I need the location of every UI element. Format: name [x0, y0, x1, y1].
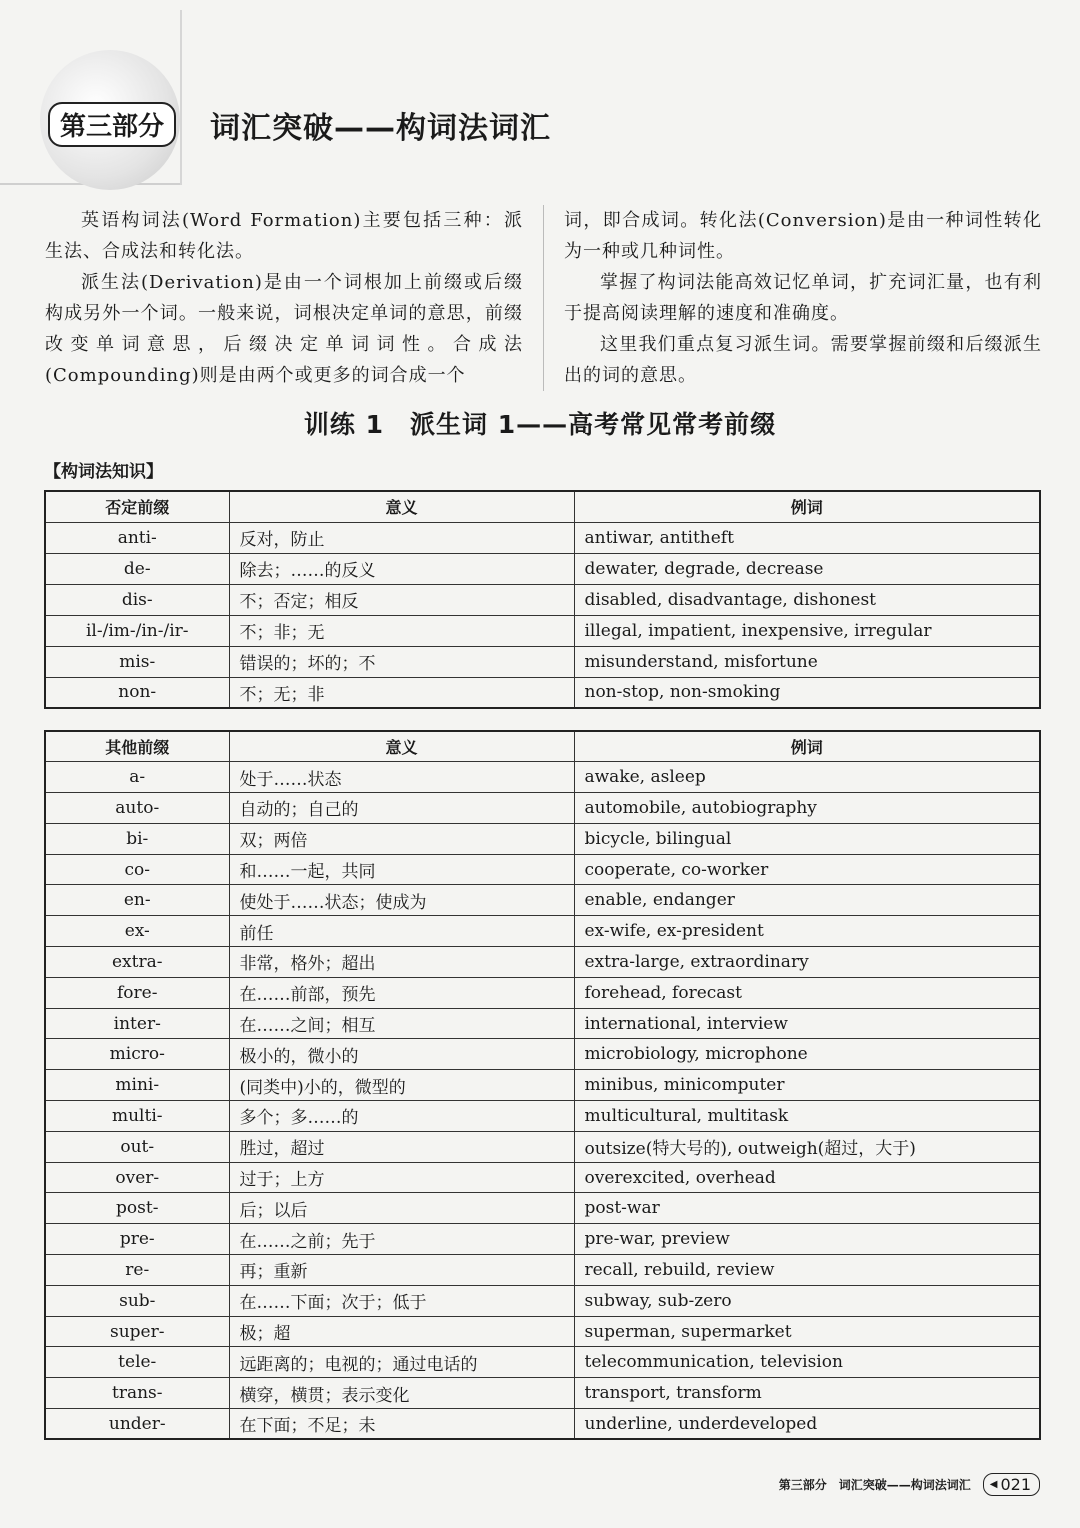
table-row [45, 1131, 1040, 1162]
meaning-cell: 在……之间；相互 [229, 1008, 574, 1039]
intro-paragraph: 派生法(Derivation)是由一个词根加上前缀或后缀构成另外一个词。一般来说，词根决定单词的意思，前缀改变单词意思，后缀决定单词词性。合成法(Compounding)则是由两个或更多的词合成一个 [45, 272, 523, 386]
table-row [45, 885, 1040, 916]
table-row [45, 1378, 1040, 1409]
meaning-cell: 不；否定；相反 [229, 584, 574, 615]
triangle-left-icon: ◀ [989, 1479, 998, 1490]
table-row [45, 1255, 1040, 1286]
column-header: 例词 [574, 731, 1040, 762]
example-cell: pre-war, preview [574, 1224, 1040, 1255]
part-label: 第三部分 [48, 102, 176, 147]
footer-text: 第三部分 词汇突破——构词法词汇 [778, 1478, 971, 1492]
intro-paragraph: 词，即合成词。转化法(Conversion)是由一种词性转化为一种或几种词性。 [564, 210, 1042, 262]
table-row [45, 947, 1040, 978]
knowledge-label: 【构词法知识】 [44, 462, 163, 482]
table-header-row [45, 491, 1040, 522]
example-cell: non-stop, non-smoking [574, 677, 1040, 708]
example-cell: outsize(特大号的), outweigh(超过，大于) [574, 1131, 1040, 1162]
prefix-cell: over- [45, 1162, 229, 1193]
example-cell: forehead, forecast [574, 977, 1040, 1008]
meaning-cell: 过于；上方 [229, 1162, 574, 1193]
part-title: 词汇突破——构词法词汇 [210, 111, 551, 146]
table-row [45, 1039, 1040, 1070]
prefix-cell: inter- [45, 1008, 229, 1039]
meaning-cell: 除去；……的反义 [229, 553, 574, 584]
page-number-badge [983, 1473, 1040, 1496]
table-row [45, 854, 1040, 885]
table-row [45, 1008, 1040, 1039]
example-cell: illegal, impatient, inexpensive, irregular [574, 615, 1040, 646]
column-header: 否定前缀 [45, 491, 229, 522]
table-row [45, 1285, 1040, 1316]
other-prefix-table [44, 730, 1041, 1440]
table-row [45, 793, 1040, 824]
negative-prefix-table [44, 490, 1041, 709]
prefix-cell: non- [45, 677, 229, 708]
example-cell: recall, rebuild, review [574, 1255, 1040, 1286]
example-cell: international, interview [574, 1008, 1040, 1039]
example-cell: microbiology, microphone [574, 1039, 1040, 1070]
table-row [45, 646, 1040, 677]
meaning-cell: 不；无；非 [229, 677, 574, 708]
meaning-cell: 后；以后 [229, 1193, 574, 1224]
example-cell: subway, sub-zero [574, 1285, 1040, 1316]
table-row [45, 1193, 1040, 1224]
intro-right-column [544, 205, 1042, 391]
prefix-cell: extra- [45, 947, 229, 978]
example-cell: extra-large, extraordinary [574, 947, 1040, 978]
intro-text [45, 205, 1045, 391]
prefix-cell: out- [45, 1131, 229, 1162]
table-row [45, 823, 1040, 854]
column-header: 意义 [229, 491, 574, 522]
prefix-cell: mini- [45, 1070, 229, 1101]
meaning-cell: 在……下面；次于；低于 [229, 1285, 574, 1316]
meaning-cell: 和……一起，共同 [229, 854, 574, 885]
prefix-cell: anti- [45, 522, 229, 553]
meaning-cell: 极小的，微小的 [229, 1039, 574, 1070]
example-cell: automobile, autobiography [574, 793, 1040, 824]
table-row [45, 1316, 1040, 1347]
prefix-cell: post- [45, 1193, 229, 1224]
example-cell: overexcited, overhead [574, 1162, 1040, 1193]
meaning-cell: 处于……状态 [229, 762, 574, 793]
meaning-cell: 多个；多……的 [229, 1101, 574, 1132]
meaning-cell: 错误的；坏的；不 [229, 646, 574, 677]
example-cell: disabled, disadvantage, dishonest [574, 584, 1040, 615]
prefix-cell: tele- [45, 1347, 229, 1378]
example-cell: enable, endanger [574, 885, 1040, 916]
meaning-cell: 远距离的；电视的；通过电话的 [229, 1347, 574, 1378]
example-cell: dewater, degrade, decrease [574, 553, 1040, 584]
table-row [45, 553, 1040, 584]
example-cell: multicultural, multitask [574, 1101, 1040, 1132]
table-row [45, 1409, 1040, 1440]
meaning-cell: 横穿，横贯；表示变化 [229, 1378, 574, 1409]
example-cell: underline, underdeveloped [574, 1409, 1040, 1440]
table-row [45, 1070, 1040, 1101]
table-row [45, 916, 1040, 947]
meaning-cell: 再；重新 [229, 1255, 574, 1286]
page-number: 021 [1000, 1475, 1031, 1494]
page-fold-line [180, 10, 182, 185]
table-row [45, 1347, 1040, 1378]
example-cell: cooperate, co-worker [574, 854, 1040, 885]
intro-paragraph: 掌握了构词法能高效记忆单词，扩充词汇量，也有利于提高阅读理解的速度和准确度。 [564, 272, 1042, 324]
meaning-cell: 自动的；自己的 [229, 793, 574, 824]
meaning-cell: 前任 [229, 916, 574, 947]
prefix-cell: ex- [45, 916, 229, 947]
table-header-row [45, 731, 1040, 762]
prefix-cell: a- [45, 762, 229, 793]
prefix-cell: pre- [45, 1224, 229, 1255]
example-cell: awake, asleep [574, 762, 1040, 793]
prefix-cell: de- [45, 553, 229, 584]
table-row [45, 977, 1040, 1008]
example-cell: minibus, minicomputer [574, 1070, 1040, 1101]
table-row [45, 1101, 1040, 1132]
prefix-cell: micro- [45, 1039, 229, 1070]
intro-paragraph: 英语构词法(Word Formation)主要包括三种：派生法、合成法和转化法。 [45, 210, 523, 262]
prefix-cell: bi- [45, 823, 229, 854]
prefix-cell: co- [45, 854, 229, 885]
example-cell: misunderstand, misfortune [574, 646, 1040, 677]
prefix-cell: en- [45, 885, 229, 916]
prefix-cell: mis- [45, 646, 229, 677]
example-cell: telecommunication, television [574, 1347, 1040, 1378]
column-header: 意义 [229, 731, 574, 762]
example-cell: antiwar, antitheft [574, 522, 1040, 553]
example-cell: bicycle, bilingual [574, 823, 1040, 854]
table-row [45, 762, 1040, 793]
meaning-cell: 极；超 [229, 1316, 574, 1347]
meaning-cell: (同类中)小的，微型的 [229, 1070, 574, 1101]
table-row [45, 677, 1040, 708]
prefix-cell: dis- [45, 584, 229, 615]
section-title: 训练 1 派生词 1——高考常见常考前缀 [303, 410, 777, 439]
intro-left-column [45, 205, 544, 391]
column-header: 例词 [574, 491, 1040, 522]
meaning-cell: 反对，防止 [229, 522, 574, 553]
meaning-cell: 非常，格外；超出 [229, 947, 574, 978]
prefix-cell: multi- [45, 1101, 229, 1132]
prefix-cell: fore- [45, 977, 229, 1008]
table-row [45, 615, 1040, 646]
meaning-cell: 胜过，超过 [229, 1131, 574, 1162]
example-cell: ex-wife, ex-president [574, 916, 1040, 947]
prefix-cell: trans- [45, 1378, 229, 1409]
intro-paragraph: 这里我们重点复习派生词。需要掌握前缀和后缀派生出的词的意思。 [564, 334, 1042, 386]
meaning-cell: 在……之前；先于 [229, 1224, 574, 1255]
prefix-cell: il-/im-/in-/ir- [45, 615, 229, 646]
prefix-cell: sub- [45, 1285, 229, 1316]
column-header: 其他前缀 [45, 731, 229, 762]
meaning-cell: 双；两倍 [229, 823, 574, 854]
meaning-cell: 在下面；不足；未 [229, 1409, 574, 1440]
prefix-cell: auto- [45, 793, 229, 824]
page-footer [779, 1473, 1040, 1496]
prefix-cell: super- [45, 1316, 229, 1347]
meaning-cell: 在……前部，预先 [229, 977, 574, 1008]
example-cell: superman, supermarket [574, 1316, 1040, 1347]
meaning-cell: 不；非；无 [229, 615, 574, 646]
table-row [45, 584, 1040, 615]
example-cell: transport, transform [574, 1378, 1040, 1409]
table-row [45, 1224, 1040, 1255]
example-cell: post-war [574, 1193, 1040, 1224]
prefix-cell: re- [45, 1255, 229, 1286]
table-row [45, 1162, 1040, 1193]
meaning-cell: 使处于……状态；使成为 [229, 885, 574, 916]
prefix-cell: under- [45, 1409, 229, 1440]
table-row [45, 522, 1040, 553]
